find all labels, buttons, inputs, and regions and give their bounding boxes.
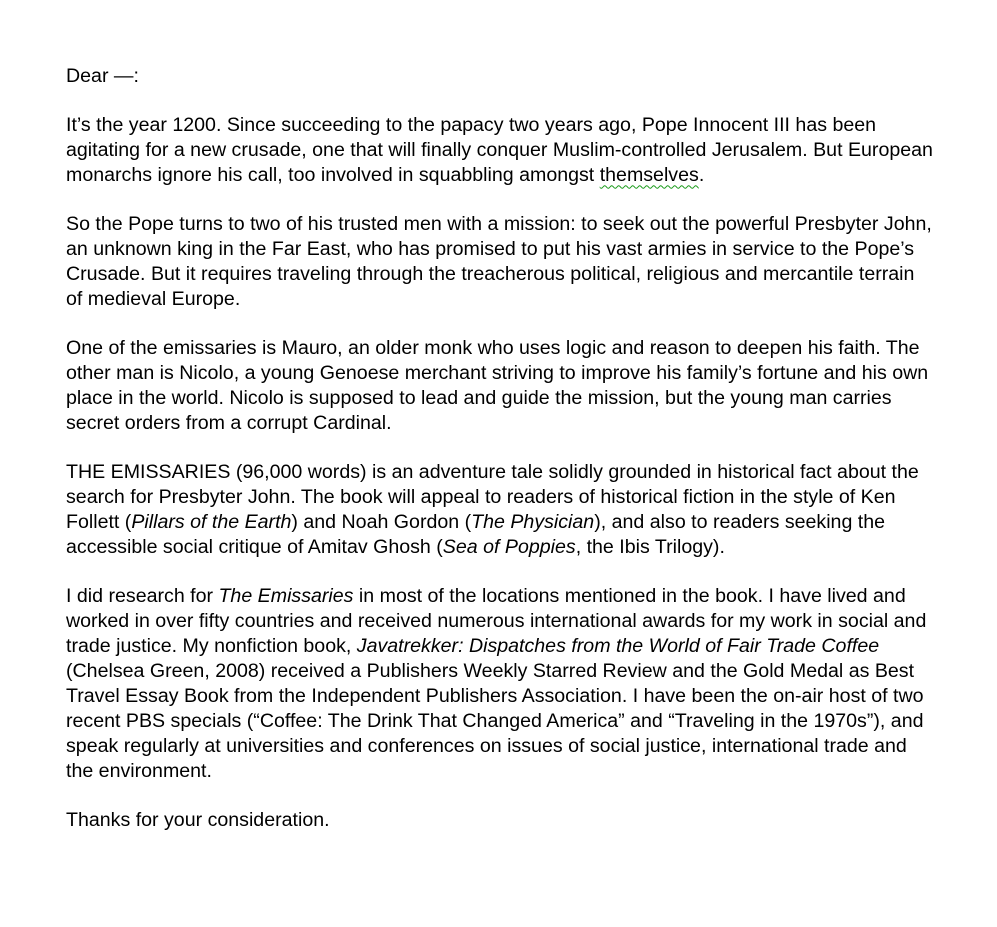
letter-body [66, 64, 936, 856]
title-pillars-of-the-earth: Pillars of the Earth [131, 510, 292, 533]
paragraph-book-pitch [66, 460, 936, 560]
paragraph-author-bio [66, 584, 936, 785]
pitch-text-2: ) and Noah Gordon ( [291, 510, 472, 533]
closing-line: Thanks for your consideration. [66, 808, 330, 831]
title-javatrekker: Javatrekker: Dispatches from the World of Fair Trade Coffee [356, 634, 880, 657]
pitch-text-3: ), and also to readers seeking the accessible social critique of Amitav Ghosh ( [66, 510, 886, 558]
bio-text-3: (Chelsea Green, 2008) received a Publishers Weekly Starred Review and the Gold Medal as Best Travel Essay Book from the Independent Publishers Association. I have been the on-air host of two recent PBS specials (“Coffee: The Drink That Changed America” and “Traveling in the 1970s”), and speak regularly at universities and conferences on issues of social justice, international trade and the environment. [66, 659, 924, 783]
bio-text-1: I did research for [66, 584, 219, 607]
salutation: Dear —: [66, 65, 139, 87]
title-the-emissaries: The Emissaries [218, 584, 354, 607]
paragraph-intro [66, 113, 936, 188]
paragraph-characters: One of the emissaries is Mauro, an older monk who uses logic and reason to deepen his faith. The other man is Nicolo, a young Genoese merchant striving to improve his family’s fortune and his own place in the world. Nicolo is supposed to lead and guide the mission, but the young man carries secret orders from a corrupt Cardinal. [66, 336, 929, 435]
paragraph-mission: So the Pope turns to two of his trusted men with a mission: to seek out the powerful Presbyter John, an unknown king in the Far East, who has promised to put his vast armies in service to the Pope’s Crusade. But it requires traveling through the treacherous political, religious and mercantile terrain of medieval Europe. [66, 212, 932, 311]
pitch-text-1: THE EMISSARIES (96,000 words) is an adventure tale solidly grounded in historical fact about the search for Presbyter John. The book will appeal to readers of historical fiction in the style of Ken Follett ( [66, 460, 919, 533]
paragraph-intro-text: It’s the year 1200. Since succeeding to the papacy two years ago, Pope Innocent III has been agitating for a new crusade, one that will finally conquer Muslim-controlled Jerusalem. But European monarchs ignore his call, too involved in squabbling amongst [66, 114, 933, 187]
paragraph-intro-end: . [698, 164, 705, 187]
title-sea-of-poppies: Sea of Poppies [442, 535, 576, 558]
spellcheck-flagged-word[interactable]: themselves [599, 164, 699, 187]
pitch-text-4: , the Ibis Trilogy). [575, 535, 725, 558]
title-the-physician: The Physician [471, 510, 595, 533]
bio-text-2: in most of the locations mentioned in the book. I have lived and worked in over fifty countries and received numerous international awards for my work in social and trade justice. My nonfiction book, [66, 584, 927, 657]
